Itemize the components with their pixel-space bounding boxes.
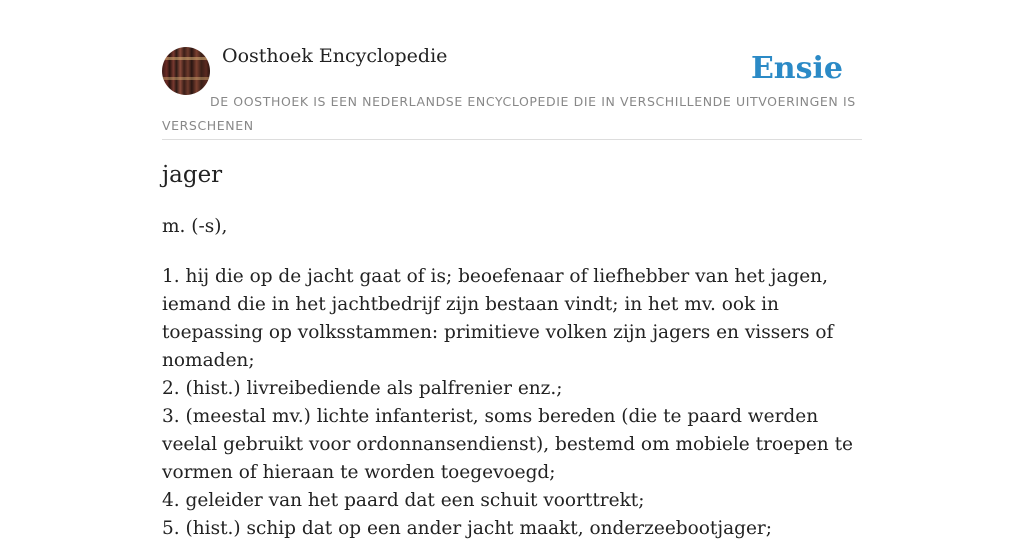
definition-4: 4. geleider van het paard dat een schuit voorttrekt;: [162, 490, 645, 511]
site-tagline: DE OOSTHOEK IS EEN NEDERLANDSE ENCYCLOPEDIE DIE IN VERSCHILLENDE UITVOERINGEN IS VERSCHENEN: [162, 94, 856, 133]
page-container: [162, 0, 862, 539]
encyclopedia-logo-avatar[interactable]: [162, 47, 210, 95]
definition-1: 1. hij die op de jacht gaat of is; beoefenaar of liefhebber van het jagen, iemand die in het jachtbedrijf zijn bestaan vindt; in het mv. ook in toepassing op volksstammen: primitieve volken zijn jagers en vissers of nomaden;: [162, 266, 834, 371]
definition-5: 5. (hist.) schip dat op een ander jacht maakt, onderzeebootjager;: [162, 518, 772, 539]
site-title-link[interactable]: Oosthoek Encyclopedie: [222, 45, 448, 67]
site-header: [162, 0, 862, 140]
entry-definitions: [162, 263, 862, 543]
definition-3: 3. (meestal mv.) lichte infanterist, soms bereden (die te paard werden veelal gebruikt voor ordonnansendienst), bestemd om mobiele troepen te vormen of hieraan te worden toegevoegd;: [162, 406, 853, 483]
ensie-brand-logo[interactable]: Ensie: [750, 51, 843, 86]
definition-2: 2. (hist.) livreibediende als palfrenier enz.;: [162, 378, 563, 399]
entry-title: jager: [162, 162, 223, 188]
entry-grammar: m. (-s),: [162, 216, 228, 237]
